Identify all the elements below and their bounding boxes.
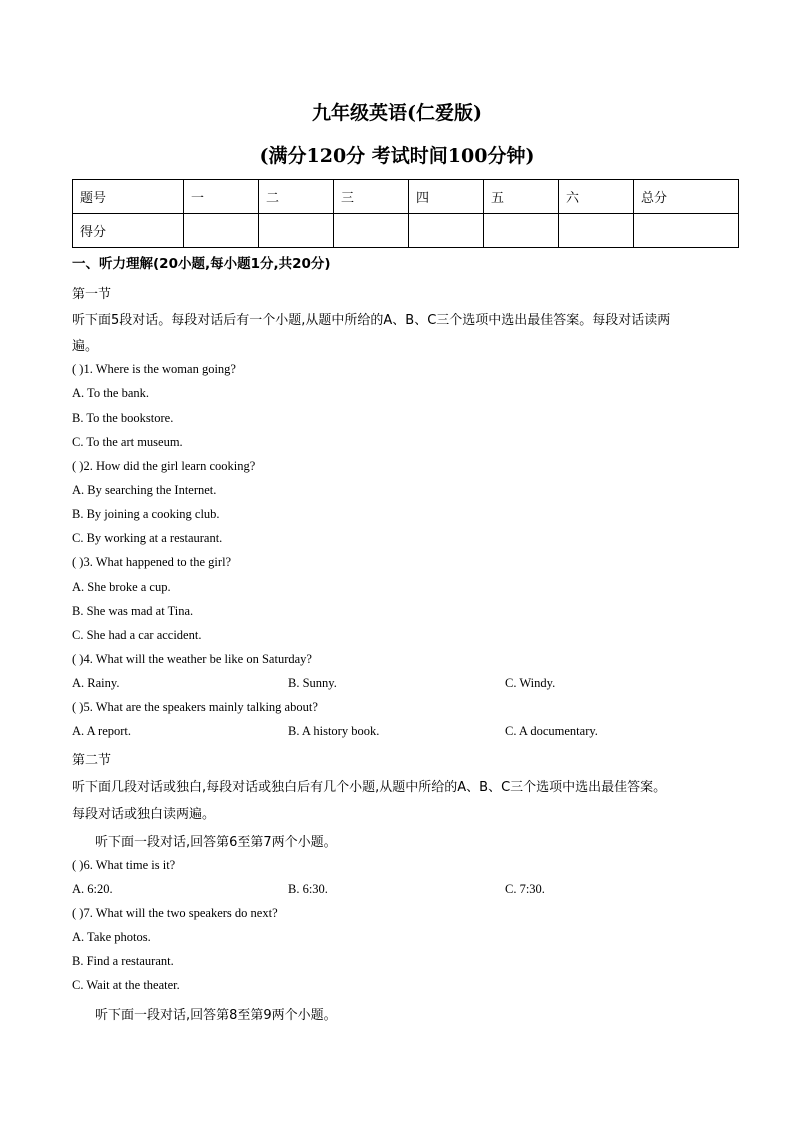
- option-1b: B. To the bookstore.: [72, 411, 174, 425]
- score-cell-2: 二: [259, 180, 334, 214]
- exam-title: 九年级英语(仁爱版): [312, 102, 482, 124]
- part1-label: 第一节: [72, 287, 112, 302]
- question-2: ( )2. How did the girl learn cooking?: [72, 459, 256, 473]
- score-cell-3: 三: [334, 180, 409, 214]
- option-4a: A. Rainy.: [72, 676, 120, 690]
- option-1c: C. To the art museum.: [72, 435, 183, 449]
- option-4b: B. Sunny.: [288, 676, 337, 690]
- score-blank-2: [259, 214, 334, 248]
- part2-label: 第二节: [72, 753, 112, 768]
- option-6a: A. 6:20.: [72, 882, 113, 896]
- option-7a: A. Take photos.: [72, 930, 151, 944]
- score-cell-4: 四: [409, 180, 484, 214]
- option-2b: B. By joining a cooking club.: [72, 507, 220, 521]
- question-6: ( )6. What time is it?: [72, 858, 176, 872]
- dialog-intro-6-7: 听下面一段对话,回答第6至第7两个小题。: [95, 835, 337, 850]
- option-5c: C. A documentary.: [505, 724, 598, 738]
- part2-instruction: 听下面几段对话或独白,每段对话或独白后有几个小题,从题中所给的A、B、C三个选项中选出最佳答案。: [72, 780, 667, 795]
- option-2a: A. By searching the Internet.: [72, 483, 217, 497]
- score-table: [72, 179, 739, 248]
- option-4c: C. Windy.: [505, 676, 556, 690]
- question-4: ( )4. What will the weather be like on Saturday?: [72, 652, 312, 666]
- option-5b: B. A history book.: [288, 724, 380, 738]
- exam-subtitle: (满分120分 考试时间100分钟): [259, 145, 535, 167]
- option-7c: C. Wait at the theater.: [72, 978, 180, 992]
- score-cell-5: 五: [484, 180, 559, 214]
- score-table-score-row: [73, 214, 739, 248]
- score-table-header-row: [73, 180, 739, 214]
- score-blank-6: [559, 214, 634, 248]
- score-blank-1: [184, 214, 259, 248]
- score-blank-3: [334, 214, 409, 248]
- option-6c: C. 7:30.: [505, 882, 545, 896]
- question-1: ( )1. Where is the woman going?: [72, 362, 236, 376]
- option-3a: A. She broke a cup.: [72, 580, 171, 594]
- score-cell-1: 一: [184, 180, 259, 214]
- option-2c: C. By working at a restaurant.: [72, 531, 223, 545]
- option-3b: B. She was mad at Tina.: [72, 604, 194, 618]
- score-cell-6: 六: [559, 180, 634, 214]
- question-3: ( )3. What happened to the girl?: [72, 555, 232, 569]
- section-heading: 一、听力理解(20小题,每小题1分,共20分): [72, 256, 331, 272]
- option-6b: B. 6:30.: [288, 882, 328, 896]
- part1-instruction-cont: 遍。: [72, 339, 99, 354]
- score-row-label: 得分: [73, 214, 184, 248]
- option-1a: A. To the bank.: [72, 386, 150, 400]
- score-cell-label: 题号: [73, 180, 184, 214]
- score-blank-4: [409, 214, 484, 248]
- option-3c: C. She had a car accident.: [72, 628, 202, 642]
- option-5a: A. A report.: [72, 724, 132, 738]
- part1-instruction: 听下面5段对话。每段对话后有一个小题,从题中所给的A、B、C三个选项中选出最佳答案。每段对话读两: [72, 313, 671, 328]
- part2-instruction-cont: 每段对话或独白读两遍。: [72, 807, 216, 822]
- dialog-intro-8-9: 听下面一段对话,回答第8至第9两个小题。: [95, 1008, 337, 1023]
- score-blank-5: [484, 214, 559, 248]
- score-blank-total: [634, 214, 739, 248]
- score-cell-total: 总分: [634, 180, 739, 214]
- option-7b: B. Find a restaurant.: [72, 954, 174, 968]
- question-5: ( )5. What are the speakers mainly talking about?: [72, 700, 318, 714]
- question-7: ( )7. What will the two speakers do next?: [72, 906, 278, 920]
